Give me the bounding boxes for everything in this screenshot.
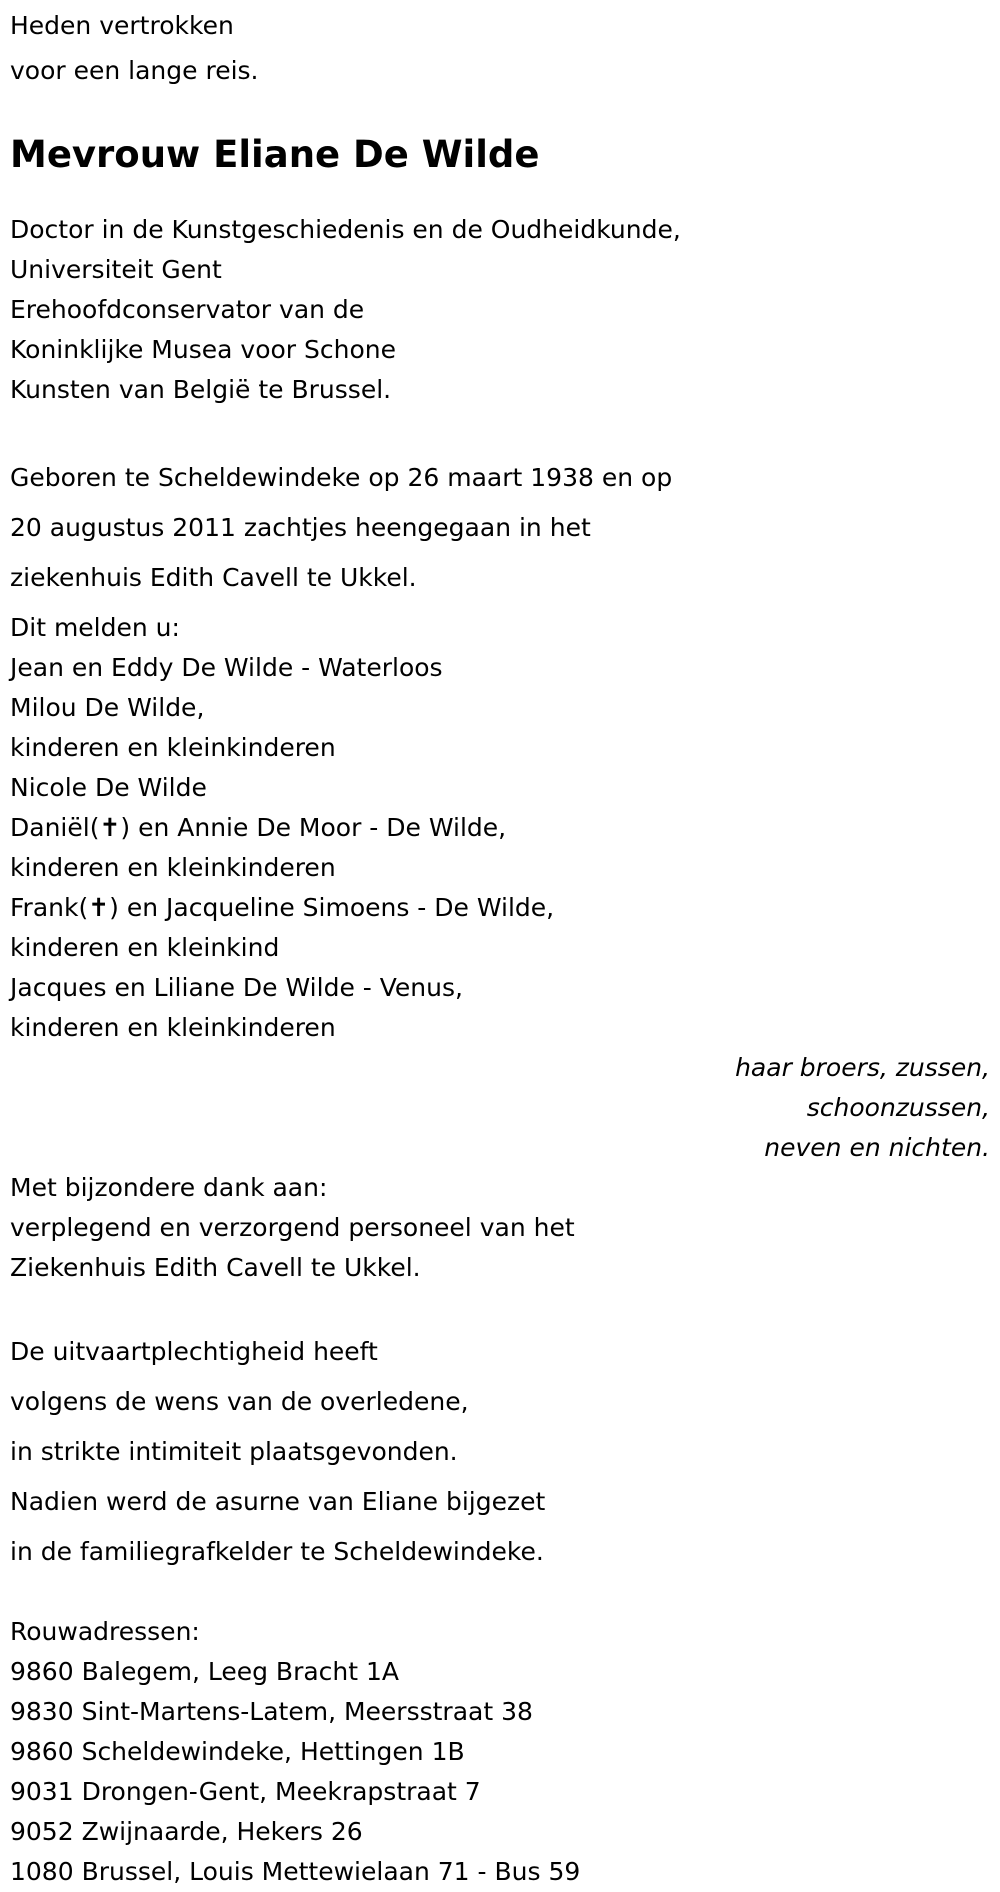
birth-line: ziekenhuis Edith Cavell te Ukkel.	[10, 563, 417, 592]
family-line: Jean en Eddy De Wilde - Waterloos	[10, 653, 443, 682]
ceremony-block	[10, 1332, 990, 1582]
ceremony-line: volgens de wens van de overledene,	[10, 1387, 469, 1416]
intro-line: voor een lange reis.	[10, 56, 259, 85]
title-line: Doctor in de Kunstgeschiedenis en de Oudheidkunde,	[10, 215, 681, 244]
titles-block	[10, 210, 990, 410]
family-line: Nicole De Wilde	[10, 773, 207, 802]
title-line: Universiteit Gent	[10, 255, 222, 284]
thanks-line: Ziekenhuis Edith Cavell te Ukkel.	[10, 1253, 421, 1282]
family-line: Frank(✝) en Jacqueline Simoens - De Wilde,	[10, 893, 555, 922]
family-line: Daniël(✝) en Annie De Moor - De Wilde,	[10, 813, 507, 842]
ceremony-line: Nadien werd de asurne van Eliane bijgezet	[10, 1487, 546, 1516]
thanks-line: verplegend en verzorgend personeel van het	[10, 1213, 575, 1242]
deceased-name: Mevrouw Eliane De Wilde	[10, 133, 540, 176]
title-line: Koninklijke Musea voor Schone	[10, 335, 396, 364]
family-line: kinderen en kleinkinderen	[10, 1013, 336, 1042]
birth-line: 20 augustus 2011 zachtjes heengegaan in het	[10, 513, 591, 542]
relatives-line: neven en nichten.	[764, 1133, 990, 1162]
family-block	[10, 608, 990, 1048]
ceremony-line: in de familiegrafkelder te Scheldewindeke.	[10, 1537, 544, 1566]
birth-block	[10, 458, 990, 608]
family-line: kinderen en kleinkinderen	[10, 853, 336, 882]
obituary	[10, 0, 990, 1892]
address-line: Rouwadressen:	[10, 1617, 200, 1646]
address-line: 9830 Sint-Martens-Latem, Meersstraat 38	[10, 1697, 533, 1726]
family-line: Dit melden u:	[10, 613, 180, 642]
title-line: Erehoofdconservator van de	[10, 295, 365, 324]
relatives-line: schoonzussen,	[806, 1093, 990, 1122]
title-line: Kunsten van België te Brussel.	[10, 375, 392, 404]
address-line: 9031 Drongen-Gent, Meekrapstraat 7	[10, 1777, 481, 1806]
thanks-block	[10, 1168, 990, 1288]
ceremony-line: De uitvaartplechtigheid heeft	[10, 1337, 378, 1366]
intro-line: Heden vertrokken	[10, 11, 234, 40]
family-line: Milou De Wilde,	[10, 693, 205, 722]
relatives-line: haar broers, zussen,	[735, 1053, 990, 1082]
address-line: 9052 Zwijnaarde, Hekers 26	[10, 1817, 363, 1846]
birth-line: Geboren te Scheldewindeke op 26 maart 1938 en op	[10, 463, 673, 492]
family-line: kinderen en kleinkind	[10, 933, 280, 962]
family-line: Jacques en Liliane De Wilde - Venus,	[10, 973, 463, 1002]
ceremony-line: in strikte intimiteit plaatsgevonden.	[10, 1437, 458, 1466]
addresses-block	[10, 1612, 990, 1892]
relatives-block	[10, 1048, 990, 1168]
address-line: 9860 Balegem, Leeg Bracht 1A	[10, 1657, 400, 1686]
address-line: 1080 Brussel, Louis Mettewielaan 71 - Bus 59	[10, 1857, 581, 1886]
address-line: 9860 Scheldewindeke, Hettingen 1B	[10, 1737, 465, 1766]
intro-text	[10, 6, 990, 98]
thanks-line: Met bijzondere dank aan:	[10, 1173, 328, 1202]
family-line: kinderen en kleinkinderen	[10, 733, 336, 762]
